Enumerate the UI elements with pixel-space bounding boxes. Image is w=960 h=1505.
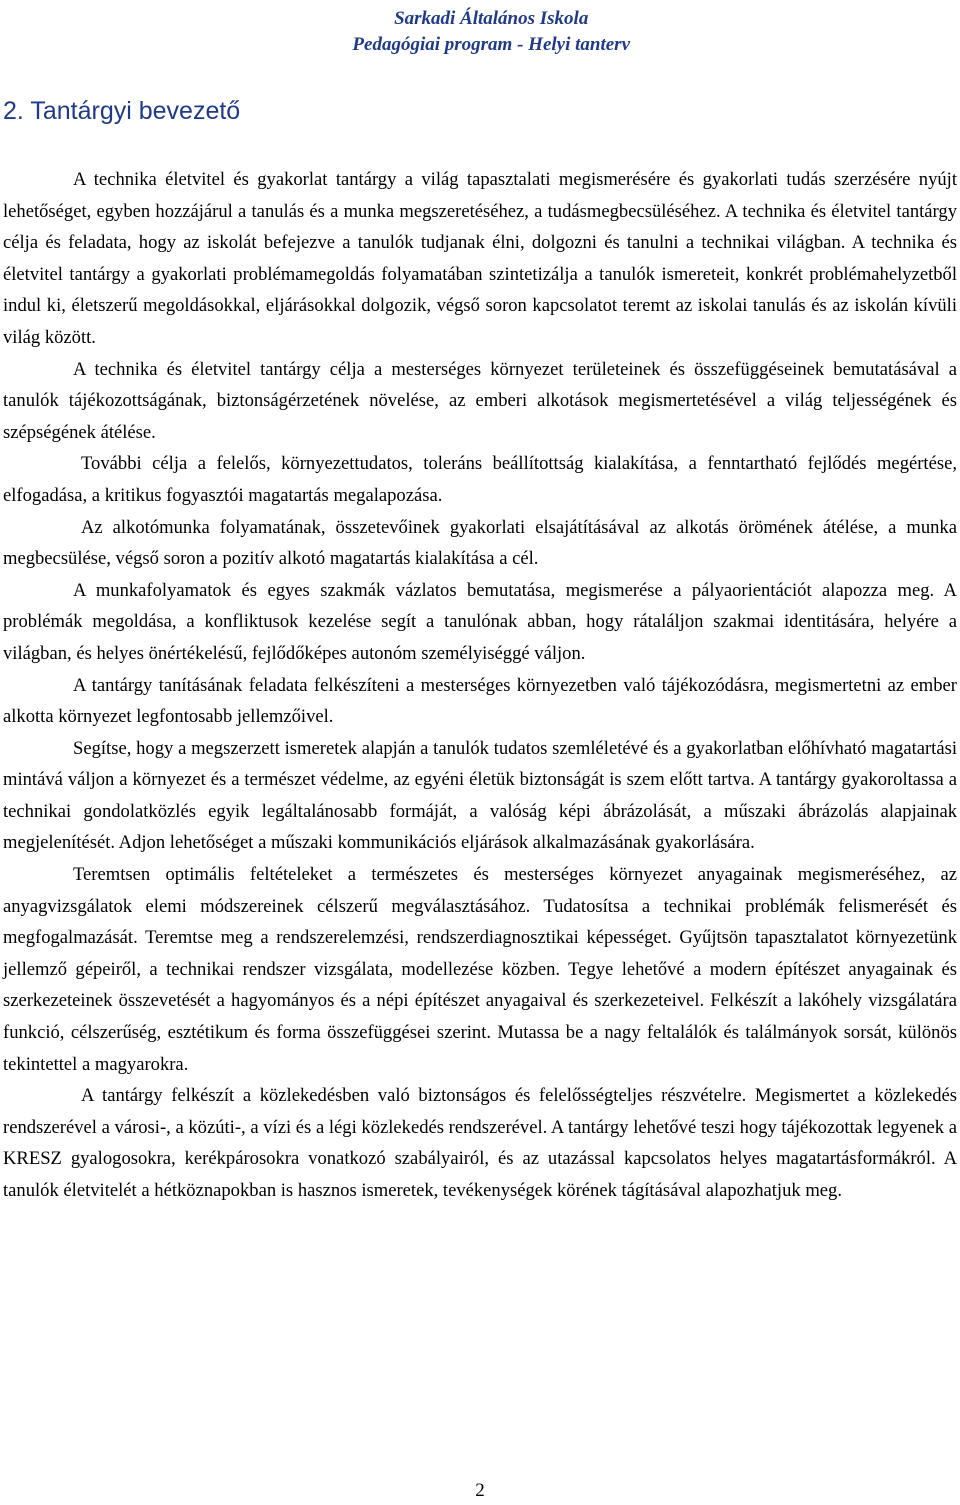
paragraph-knowledge: Segítse, hogy a megszerzett ismeretek alapján a tanulók tudatos szemléletévé és a gyakorlatban előhívható magatartási mintává váljon a környezet és a természet védelme, az egyéni életük biztonságát is szem előtt tartva. A tantárgy gyakoroltassa a technikai gondolatközlés egyik legáltalánosabb formáját, a valóság képi ábrázolását, a műszaki ábrázolás alapjainak megjelenítését. Adjon lehetőséget a műszaki kommunikációs eljárások alkalmazásának gyakorlására. bbox=[3, 737, 957, 854]
paragraph-career-orientation: A munkafolyamatok és egyes szakmák vázlatos bemutatása, megismerése a pályaorientációt alapozza meg. A problémák megoldása, a konfliktusok kezelése segít a tanulónak abban, hogy rátaláljon szakmai identitására, helyére a világban, és helyes önértékelésű, fejlődőképes autonóm személyiséggé váljon. bbox=[3, 579, 957, 664]
paragraph-materials: Teremtsen optimális feltételeket a természetes és mesterséges környezet anyagainak megismeréséhez, az anyagvizsgálatok elemi módszereinek célszerű megválasztásához. Tudatosítsa a technikai problémák felismerését és megfogalmazását. Teremtse meg a rendszerelemzési, rendszerdiagnosztikai képességet. Gyűjtsön tapasztalatot környezetünk jellemző gépeiről, a technikai rendszer vizsgálata, modellezése közben. Tegye lehetővé a modern építészet anyagainak és szerkezeteinek összevetését a hagyományos és a népi építészet anyagaival és szerkezeteivel. Felkészít a lakóhely vizsgálatára funkció, célszerűség, esztétikum és forma összefüggései szerint. Mutassa be a nagy feltalálók és találmányok sorsát, különös tekintettel a magyarokra. bbox=[3, 864, 957, 1075]
paragraph-further-goal: További célja a felelős, környezettudatos, toleráns beállítottság kialakítása, a fenntartható fejlődés megértése, elfogadása, a kritikus fogyasztói magatartás megalapozása. bbox=[3, 453, 957, 506]
paragraph-task: A tantárgy tanításának feladata felkészíteni a mesterséges környezetben való tájékozódásra, megismertetni az ember alkotta környezet legfontosabb jellemzőivel. bbox=[3, 674, 957, 728]
page-header bbox=[352, 6, 630, 58]
document-subtitle: Pedagógiai program - Helyi tanterv bbox=[352, 34, 630, 55]
paragraph-creative-work: Az alkotómunka folyamatának, összetevőinek gyakorlati elsajátításával az alkotás örömének átélése, a munka megbecsülése, végső soron a pozitív alkotó magatartás kialakítása a cél. bbox=[3, 516, 957, 570]
paragraph-intro: A technika életvitel és gyakorlat tantárgy a világ tapasztalati megismerésére és gyakorlati tudás szerzésére nyújt lehetőséget, egyben hozzájárul a tanulás és a munka megszeretéséhez, a tudásmegbecsüléséhez. A technika és életvitel tantárgy célja és feladata, hogy az iskolát befejezve a tanulók tudjanak élni, dolgozni és tanulni a technikai világban. A technika és életvitel tantárgy a gyakorlati problémamegoldás folyamatában szintetizálja a tanulók ismereteit, konkrét problémahelyzetből indul ki, életszerű megoldásokkal, eljárásokkal dolgozik, végső soron kapcsolatot teremt az iskolai tanulás és az iskolán kívüli világ között. bbox=[3, 169, 957, 348]
section-title: 2. Tantárgyi bevezető bbox=[3, 97, 241, 125]
paragraph-goal: A technika és életvitel tantárgy célja a mesterséges környezet területeinek és összefüggéseinek bemutatásával a tanulók tájékozottságának, biztonságérzetének növelése, az emberi alkotások megismertetésével a világ teljességének és szépségének átélése. bbox=[3, 358, 957, 443]
body-text bbox=[3, 164, 957, 1207]
page-number: 2 bbox=[475, 1480, 485, 1501]
school-name: Sarkadi Általános Iskola bbox=[394, 8, 589, 29]
paragraph-transport: A tantárgy felkészít a közlekedésben való biztonságos és felelősségteljes részvételre. Megismertet a közlekedés rendszerével a városi-, a közúti-, a vízi és a légi közlekedés rendszerével. A tantárgy lehetővé teszi hogy tájékozottak legyenek a KRESZ gyalogosokra, kerékpárosokra vonatkozó szabályairól, és az utazással kapcsolatos helyes magatartásformákról. A tanulók életvitelét a hétköznapokban is hasznos ismeretek, tevékenységek körének tágításával alapozhatjuk meg. bbox=[3, 1085, 957, 1201]
